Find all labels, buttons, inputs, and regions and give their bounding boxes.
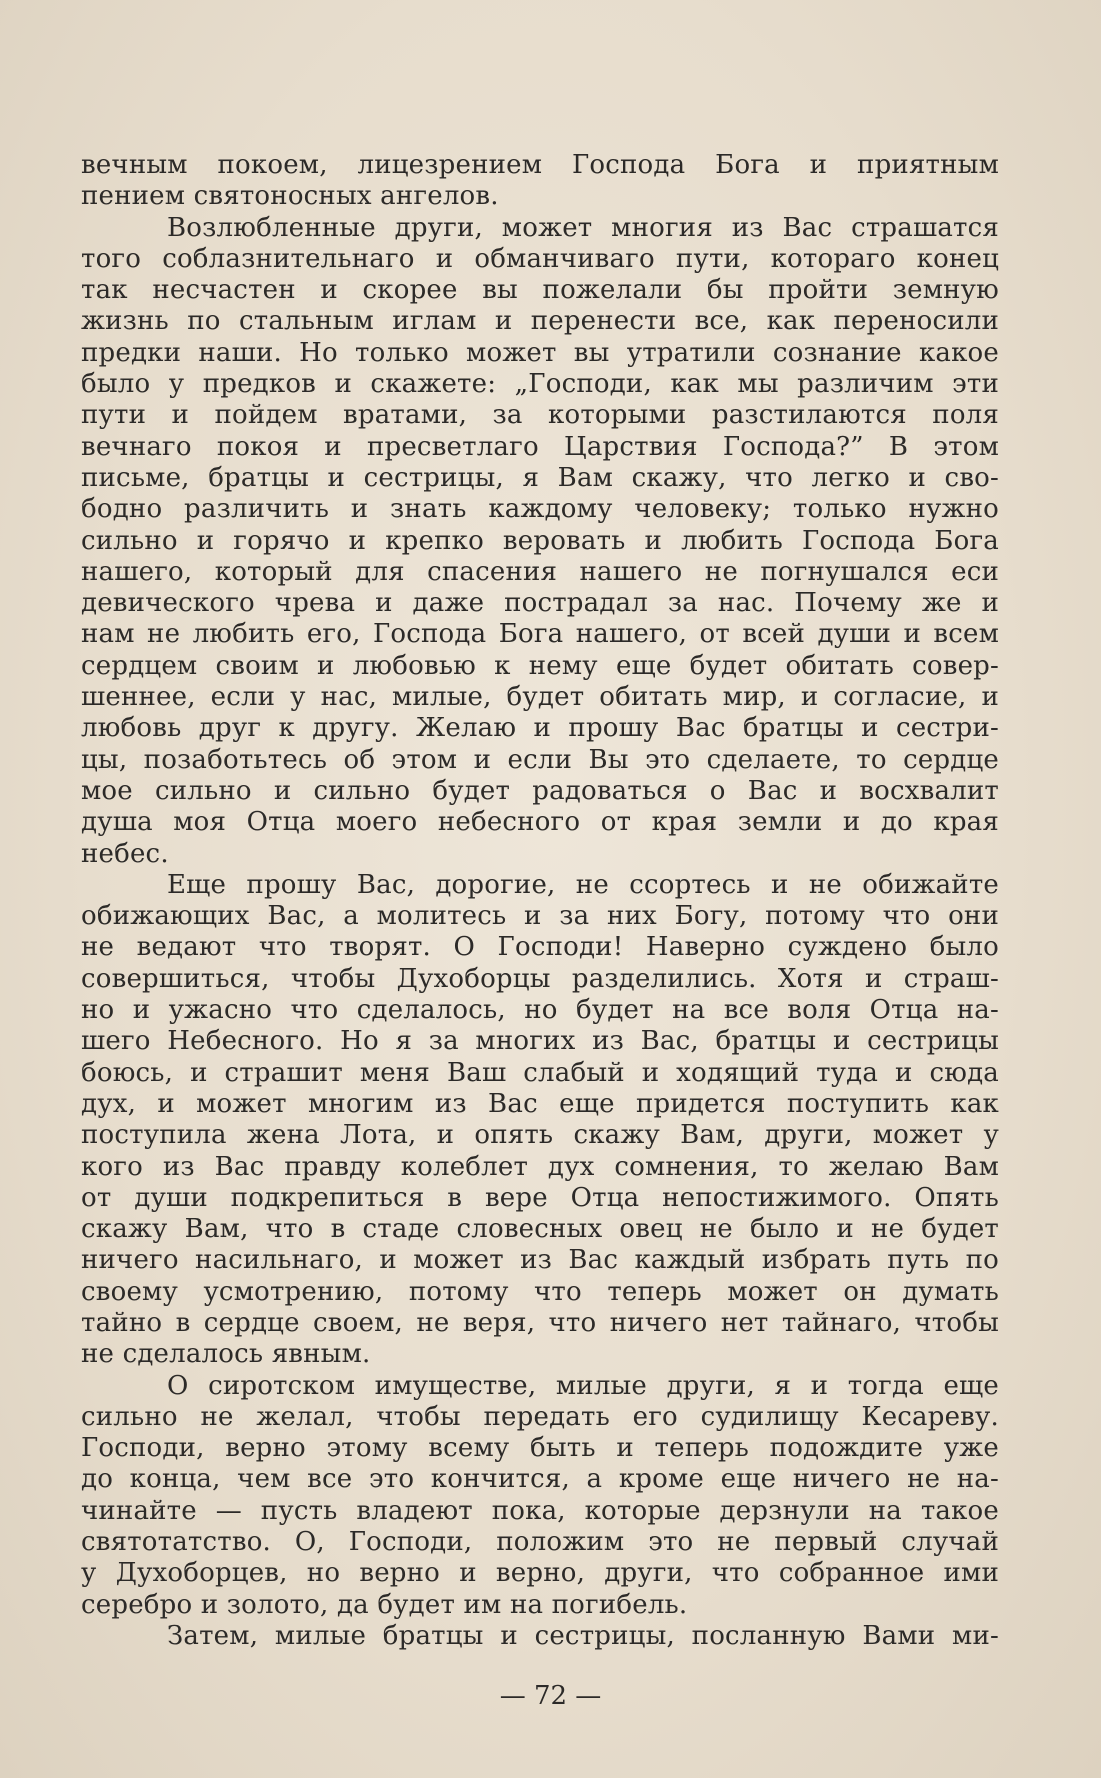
text-line: святотатство. О, Господи, положим это не первый случай (81, 1527, 999, 1558)
text-line: у Духоборцев, но верно и верно, други, что собранное ими (81, 1558, 999, 1589)
text-line: девического чрева и даже пострадал за нас. Почему же и (81, 588, 999, 619)
text-line: Затем, милые братцы и сестрицы, посланную Вами ми- (167, 1620, 999, 1651)
text-line: вечным покоем, лицезрением Господа Бога и приятным (81, 150, 999, 180)
text-line: пути и пойдем вратами, за которыми разстилаются поля (81, 400, 999, 431)
text-line: до конца, чем все это кончится, а кроме еще ничего не на- (81, 1464, 999, 1495)
text-line: мое сильно и сильно будет радоваться о Вас и восхвалит (81, 775, 999, 806)
text-line: шеннее, если у нас, милые, будет обитать мир, и согласие, и (81, 682, 999, 713)
text-line: боюсь, и страшит меня Ваш слабый и ходящий туда и сюда (81, 1057, 999, 1088)
text-line: О сиротском имуществе, милые други, я и тогда еще (167, 1370, 999, 1401)
text-line: сердцем своим и любовью к нему еще будет обитать совер- (81, 650, 999, 681)
text-line: но и ужасно что сделалось, но будет на все воля Отца на- (81, 995, 999, 1026)
body-text (81, 150, 999, 1652)
text-line: так несчастен и скорее вы пожелали бы пройти земную (81, 275, 999, 306)
text-line: своему усмотрению, потому что теперь может он думать (81, 1276, 999, 1307)
text-line: сильно не желал, чтобы передать его судилищу Кесареву. (81, 1401, 999, 1432)
text-line: бодно различить и знать каждому человеку; только нужно (81, 494, 999, 525)
text-line: серебро и золото, да будет им на погибель. (81, 1589, 688, 1620)
text-line: письме, братцы и сестрицы, я Вам скажу, что легко и сво- (81, 462, 999, 493)
text-line: было у предков и скажете: „Господи, как мы различим эти (81, 369, 999, 400)
text-line: Возлюбленные други, может многия из Вас страшатся (167, 212, 999, 243)
text-line: Еще прошу Вас, дорогие, не ссортесь и не обижайте (167, 869, 999, 900)
text-line: не ведают что творят. О Господи! Наверно суждено было (81, 932, 999, 963)
text-line: нам не любить его, Господа Бога нашего, от всей души и всем (81, 619, 999, 650)
text-line: ничего насильнаго, и может из Вас каждый избрать путь по (81, 1245, 999, 1276)
text-line: шего Небесного. Но я за многих из Вас, братцы и сестрицы (81, 1026, 999, 1057)
text-line: чинайте — пусть владеют пока, которые дерзнули на такое (81, 1495, 999, 1526)
text-line: от души подкрепиться в вере Отца непостижимого. Опять (81, 1182, 999, 1213)
text-line: нашего, который для спасения нашего не погнушался еси (81, 556, 999, 587)
text-line: совершиться, чтобы Духоборцы разделились. Хотя и страш- (81, 963, 999, 994)
page-number: — 72 — (499, 1681, 602, 1711)
text-line: небес. (81, 838, 169, 869)
text-line: любовь друг к другу. Желаю и прошу Вас братцы и сестри- (81, 713, 999, 744)
text-line: дух, и может многим из Вас еще придется поступить как (81, 1088, 999, 1119)
text-line: Господи, верно этому всему быть и теперь подождите уже (81, 1433, 999, 1464)
text-line: сильно и горячо и крепко веровать и любить Господа Бога (81, 525, 999, 556)
text-line: того соблазнительнаго и обманчиваго пути, котораго конец (81, 243, 999, 274)
text-line: душа моя Отца моего небесного от края земли и до края (81, 807, 999, 838)
text-line: предки наши. Но только может вы утратили сознание какое (81, 337, 999, 368)
text-line: жизнь по стальным иглам и перенести все, как переносили (81, 306, 999, 337)
text-line: не сделалось явным. (81, 1339, 371, 1370)
text-line: тайно в сердце своем, не веря, что ничего нет тайнаго, чтобы (81, 1307, 999, 1338)
text-line: поступила жена Лота, и опять скажу Вам, други, может у (81, 1120, 999, 1151)
text-line: вечнаго покоя и пресветлаго Царствия Господа?” В этом (81, 431, 999, 462)
text-line: пением святоносных ангелов. (81, 181, 499, 212)
text-line: обижающих Вас, а молитесь и за них Богу, потому что они (81, 901, 999, 932)
text-line: скажу Вам, что в стаде словесных овец не было и не будет (81, 1214, 999, 1245)
text-line: цы, позаботьтесь об этом и если Вы это сделаете, то сердце (81, 744, 999, 775)
text-line: кого из Вас правду колеблет дух сомнения, то желаю Вам (81, 1151, 999, 1182)
